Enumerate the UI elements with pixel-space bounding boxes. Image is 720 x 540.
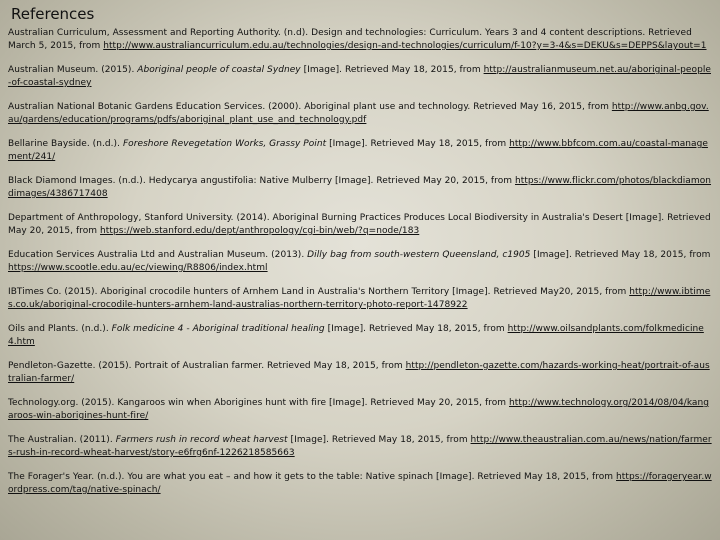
reference-text-after: [Image]. Retrieved May 18, 2015, from: [326, 139, 510, 149]
reference-item: [8, 323, 712, 349]
reference-link[interactable]: http://www.anbg.gov.au/gardens/education/programs/pdfs/aboriginal_plant_use_and_technology.pdf: [8, 102, 709, 125]
reference-text: Oils and Plants. (n.d.).: [8, 324, 112, 334]
reference-link[interactable]: http://www.oilsandplants.com/folkmedicine4.htm: [8, 324, 704, 347]
reference-text: Department of Anthropology, Stanford University. (2014). Aboriginal Burning Practices Produces Local Biodiversity in Australia's Desert [Image]. Retrieved May 20, 2015, from: [8, 213, 711, 236]
reference-link[interactable]: http://www.technology.org/2014/08/04/kangaroos-win-aborigines-hunt-fire/: [8, 398, 710, 421]
reference-text: Australian Museum. (2015).: [8, 65, 138, 75]
reference-text-after: [Image]. Retrieved May 18, 2015, from: [324, 324, 508, 334]
reference-item: [8, 138, 712, 164]
reference-item: [8, 286, 712, 312]
reference-text-after: [Image]. Retrieved May 18, 2015, from: [287, 435, 471, 445]
reference-link[interactable]: http://www.theaustralian.com.au/news/nation/farmers-rush-in-record-wheat-harvest/story-e6frg6nf-1226218585663: [8, 435, 712, 458]
reference-link[interactable]: http://www.bbfcom.com.au/coastal-management/241/: [8, 139, 708, 162]
reference-item: [8, 397, 712, 423]
reference-text-after: [Image]. Retrieved May 18, 2015, from: [300, 65, 484, 75]
reference-item: [8, 360, 712, 386]
reference-text: Technology.org. (2015). Kangaroos win when Aborigines hunt with fire [Image]. Retrieved May 20, 2015, from: [8, 398, 510, 408]
reference-item: [8, 175, 712, 201]
reference-text: Australian National Botanic Gardens Education Services. (2000). Aboriginal plant use and technology. Retrieved May 16, 2015, from: [8, 102, 612, 112]
reference-item: [8, 434, 712, 460]
reference-item: [8, 249, 712, 275]
reference-title: Folk medicine 4 - Aboriginal traditional healing: [111, 324, 325, 334]
reference-link[interactable]: http://pendleton-gazette.com/hazards-working-heat/portrait-of-australian-farmer/: [8, 361, 710, 384]
reference-title: Aboriginal people of coastal Sydney: [137, 65, 301, 75]
reference-text: Education Services Australia Ltd and Australian Museum. (2013).: [8, 250, 308, 260]
reference-link[interactable]: https://web.stanford.edu/dept/anthropology/cgi-bin/web/?q=node/183: [100, 226, 420, 236]
reference-item: [8, 471, 712, 497]
reference-link[interactable]: https://www.flickr.com/photos/blackdiamondimages/4386717408: [8, 176, 712, 199]
reference-text: The Forager's Year. (n.d.). You are what you eat – and how it gets to the table: Native spinach [Image]. Retrieved May 18, 2015, from: [8, 472, 617, 482]
reference-text: Bellarine Bayside. (n.d.).: [8, 139, 123, 149]
reference-text: IBTimes Co. (2015). Aboriginal crocodile hunters of Arnhem Land in Australia's Northern Territory [Image]. Retrieved May20, 2015, from: [8, 287, 630, 297]
reference-text: The Australian. (2011).: [8, 435, 116, 445]
reference-link[interactable]: http://australianmuseum.net.au/aboriginal-people-of-coastal-sydney: [8, 65, 711, 88]
reference-title: Dilly bag from south-western Queensland, c1905: [307, 250, 531, 260]
page-title: References: [11, 5, 95, 23]
reference-title: Foreshore Revegetation Works, Grassy Point: [122, 139, 327, 149]
reference-link[interactable]: https://forageryear.wordpress.com/tag/native-spinach/: [8, 472, 712, 495]
reference-item: [8, 101, 712, 127]
reference-link[interactable]: https://www.scootle.edu.au/ec/viewing/R8806/index.html: [8, 263, 268, 273]
reference-text-after: [Image]. Retrieved May 18, 2015, from: [530, 250, 711, 260]
reference-item: [8, 64, 712, 90]
reference-link[interactable]: http://www.australiancurriculum.edu.au/technologies/design-and-technologies/curriculum/f-10?y=3-4&s=DEKU&s=DEPPS&layout=1: [103, 41, 707, 51]
reference-list: [8, 27, 712, 497]
reference-title: Farmers rush in record wheat harvest: [115, 435, 288, 445]
reference-link[interactable]: http://www.ibtimes.co.uk/aboriginal-crocodile-hunters-arnhem-land-australias-northern-territory-photo-report-1478922: [8, 287, 711, 310]
reference-text: Pendleton-Gazette. (2015). Portrait of Australian farmer. Retrieved May 18, 2015, from: [8, 361, 406, 371]
reference-text: Black Diamond Images. (n.d.). Hedycarya angustifolia: Native Mulberry [Image]. Retrieved May 20, 2015, from: [8, 176, 515, 186]
reference-item: [8, 27, 712, 53]
reference-text: Australian Curriculum, Assessment and Reporting Authority. (n.d). Design and technologies: Curriculum. Years 3 and 4 content descriptions. Retrieved March 5, 2015, from: [8, 28, 692, 51]
reference-item: [8, 212, 712, 238]
